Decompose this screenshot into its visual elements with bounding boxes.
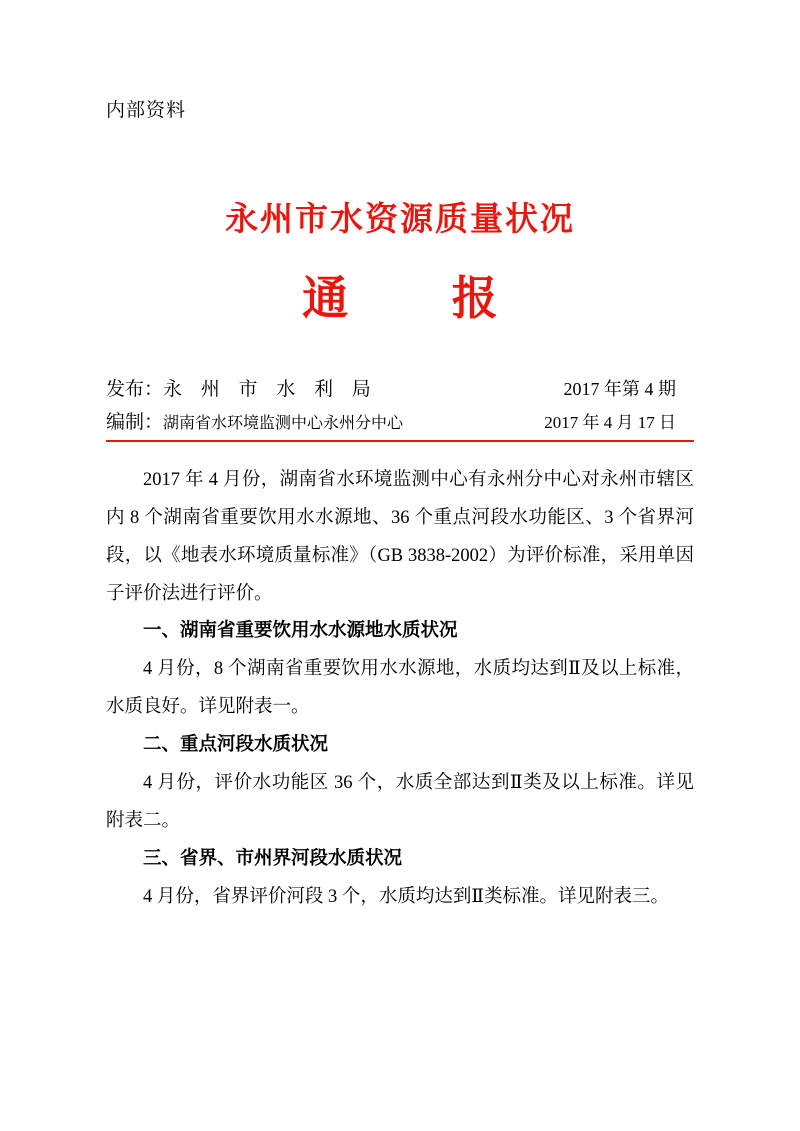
section-2-heading: 二、重点河段水质状况 (143, 735, 329, 756)
publisher-line (106, 374, 378, 401)
compiler-label: 编制： (106, 411, 164, 433)
masthead-meta (106, 374, 694, 434)
meta-row-compiler (106, 407, 694, 434)
meta-row-publisher (106, 374, 694, 401)
compiler-value: 湖南省水环境监测中心永州分中心 (163, 414, 404, 432)
red-divider (106, 440, 694, 442)
section-1-heading: 一、湖南省重要饮用水水源地水质状况 (143, 621, 458, 642)
intro-paragraph: 2017 年 4 月份，湖南省水环境监测中心有永州分中心对永州市辖区内 8 个湖南省重要饮用水水源地、36 个重点河段水功能区、3 个省界河段，以《地表水环境质量标准》（GB 3838-2002）为评价标准，采用单因子评价法进行评价。 (106, 469, 694, 604)
section-3-heading: 三、省界、市州界河段水质状况 (143, 849, 403, 870)
section-1-paragraph: 4 月份，8 个湖南省重要饮用水水源地，水质均达到Ⅱ及以上标准，水质良好。详见附表一。 (106, 659, 694, 718)
section-2-paragraph: 4 月份，评价水功能区 36 个，水质全部达到Ⅱ类及以上标准。详见附表二。 (106, 773, 694, 832)
internal-label: 内部资料 (106, 100, 187, 121)
section-3-paragraph: 4 月份，省界评价河段 3 个，水质均达到Ⅱ类标准。详见附表三。 (143, 886, 669, 907)
document-body (106, 462, 694, 917)
publish-date: 2017 年 4 月 17 日 (544, 412, 676, 432)
page-subtitle: 通 报 (302, 272, 544, 324)
publisher-value: 永 州 市 水 利 局 (163, 378, 378, 400)
issue-number: 2017 年第 4 期 (563, 378, 676, 399)
publisher-label: 发布： (106, 378, 164, 400)
page-title: 永州市水资源质量状况 (225, 201, 575, 238)
compiler-line (106, 407, 403, 434)
